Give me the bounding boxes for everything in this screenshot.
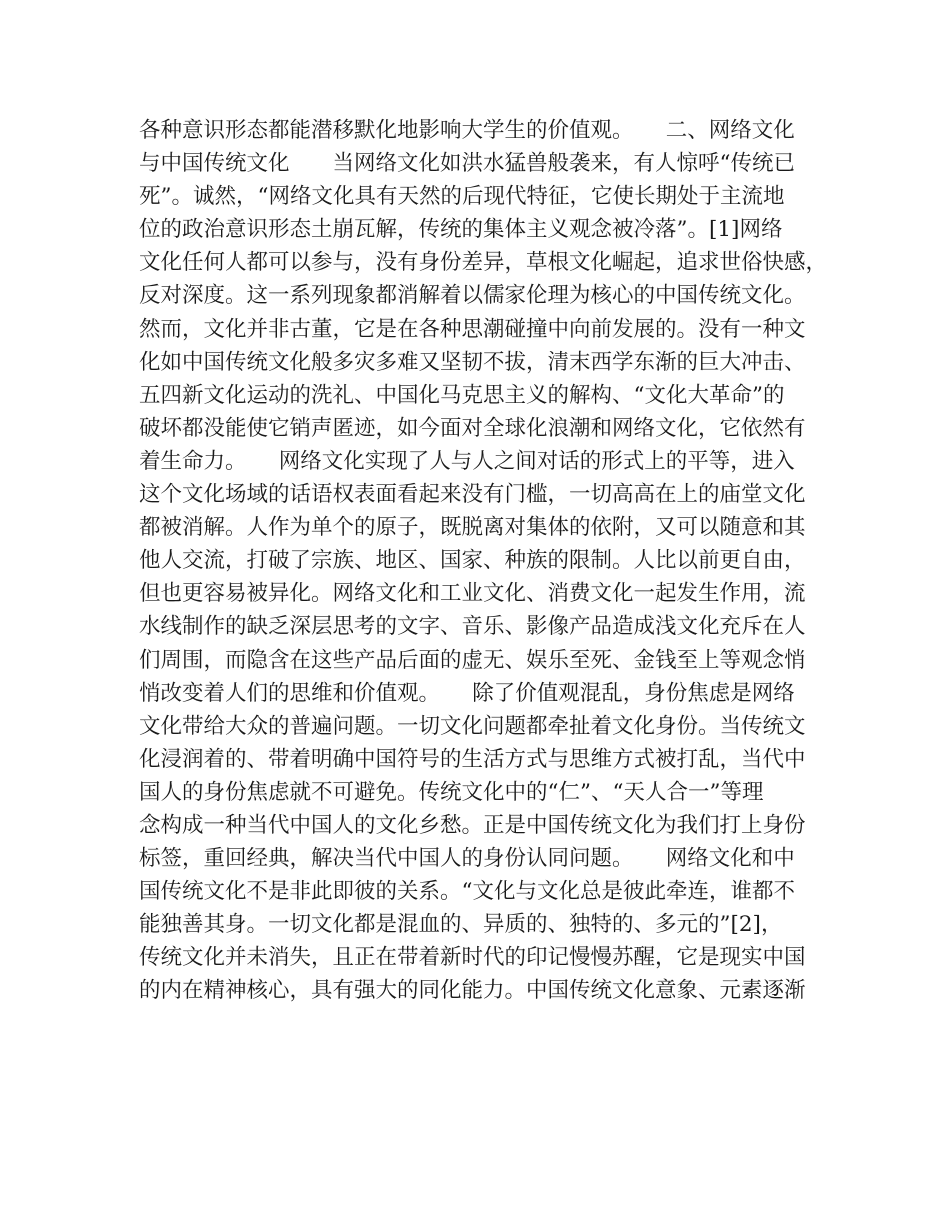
- text-line: 的内在精神核心，具有强大的同化能力。中国传统文化意象、元素逐渐: [139, 978, 806, 1004]
- text-line: 国人的身份焦虑就不可避免。传统文化中的“仁”、“天人合一”等理: [139, 779, 764, 805]
- text-line: 悄改变着人们的思维和价值观。 除了价值观混乱，身份焦虑是网络: [139, 680, 795, 706]
- text-line: 标签，重回经典，解决当代中国人的身份认同问题。 网络文化和中: [139, 846, 795, 872]
- text-line: 都被消解。人作为单个的原子，既脱离对集体的依附，又可以随意和其: [139, 515, 806, 541]
- text-line: 化如中国传统文化般多灾多难又坚韧不拔，清末西学东渐的巨大冲击、: [139, 349, 806, 375]
- text-line: 反对深度。这一系列现象都消解着以儒家伦理为核心的中国传统文化。: [139, 283, 806, 309]
- text-line: 死”。诚然，“网络文化具有天然的后现代特征，它使长期处于主流地: [139, 184, 785, 210]
- text-line: 着生命力。 网络文化实现了人与人之间对话的形式上的平等，进入: [139, 448, 795, 474]
- text-line: 文化任何人都可以参与，没有身份差异，草根文化崛起，追求世俗快感，: [139, 250, 828, 276]
- text-line: 们周围，而隐含在这些产品后面的虚无、娱乐至死、金钱至上等观念悄: [139, 647, 806, 673]
- text-line: 水线制作的缺乏深层思考的文字、音乐、影像产品造成浅文化充斥在人: [139, 614, 806, 640]
- text-line: 这个文化场域的话语权表面看起来没有门槛，一切高高在上的庙堂文化: [139, 482, 806, 508]
- text-line: 念构成一种当代中国人的文化乡愁。正是中国传统文化为我们打上身份: [139, 812, 806, 838]
- text-line: 传统文化并未消失，且正在带着新时代的印记慢慢苏醒，它是现实中国: [139, 945, 806, 971]
- text-line: 各种意识形态都能潜移默化地影响大学生的价值观。 二、网络文化: [139, 118, 795, 143]
- text-line: 能独善其身。一切文化都是混血的、异质的、独特的、多元的”[2]，: [139, 912, 783, 938]
- text-line: 他人交流，打破了宗族、地区、国家、种族的限制。人比以前更自由，: [139, 548, 806, 574]
- text-line: 化浸润着的、带着明确中国符号的生活方式与思维方式被打乱，当代中: [139, 746, 806, 772]
- text-line: 破坏都没能使它销声匿迹，如今面对全球化浪潮和网络文化，它依然有: [139, 415, 806, 441]
- text-line: 与中国传统文化 当网络文化如洪水猛兽般袭来，有人惊呼“传统已: [139, 151, 795, 177]
- text-line: 位的政治意识形态土崩瓦解，传统的集体主义观念被冷落”。[1]网络: [139, 217, 783, 243]
- text-line: 文化带给大众的普遍问题。一切文化问题都牵扯着文化身份。当传统文: [139, 713, 806, 739]
- text-line: 五四新文化运动的洗礼、中国化马克思主义的解构、“文化大革命”的: [139, 382, 785, 408]
- text-line: 但也更容易被异化。网络文化和工业文化、消费文化一起发生作用，流: [139, 581, 806, 607]
- text-line: 然而，文化并非古董，它是在各种思潮碰撞中向前发展的。没有一种文: [139, 316, 806, 342]
- body-text: [139, 114, 828, 1008]
- text-line: 国传统文化不是非此即彼的关系。“文化与文化总是彼此牵连，谁都不: [139, 879, 795, 905]
